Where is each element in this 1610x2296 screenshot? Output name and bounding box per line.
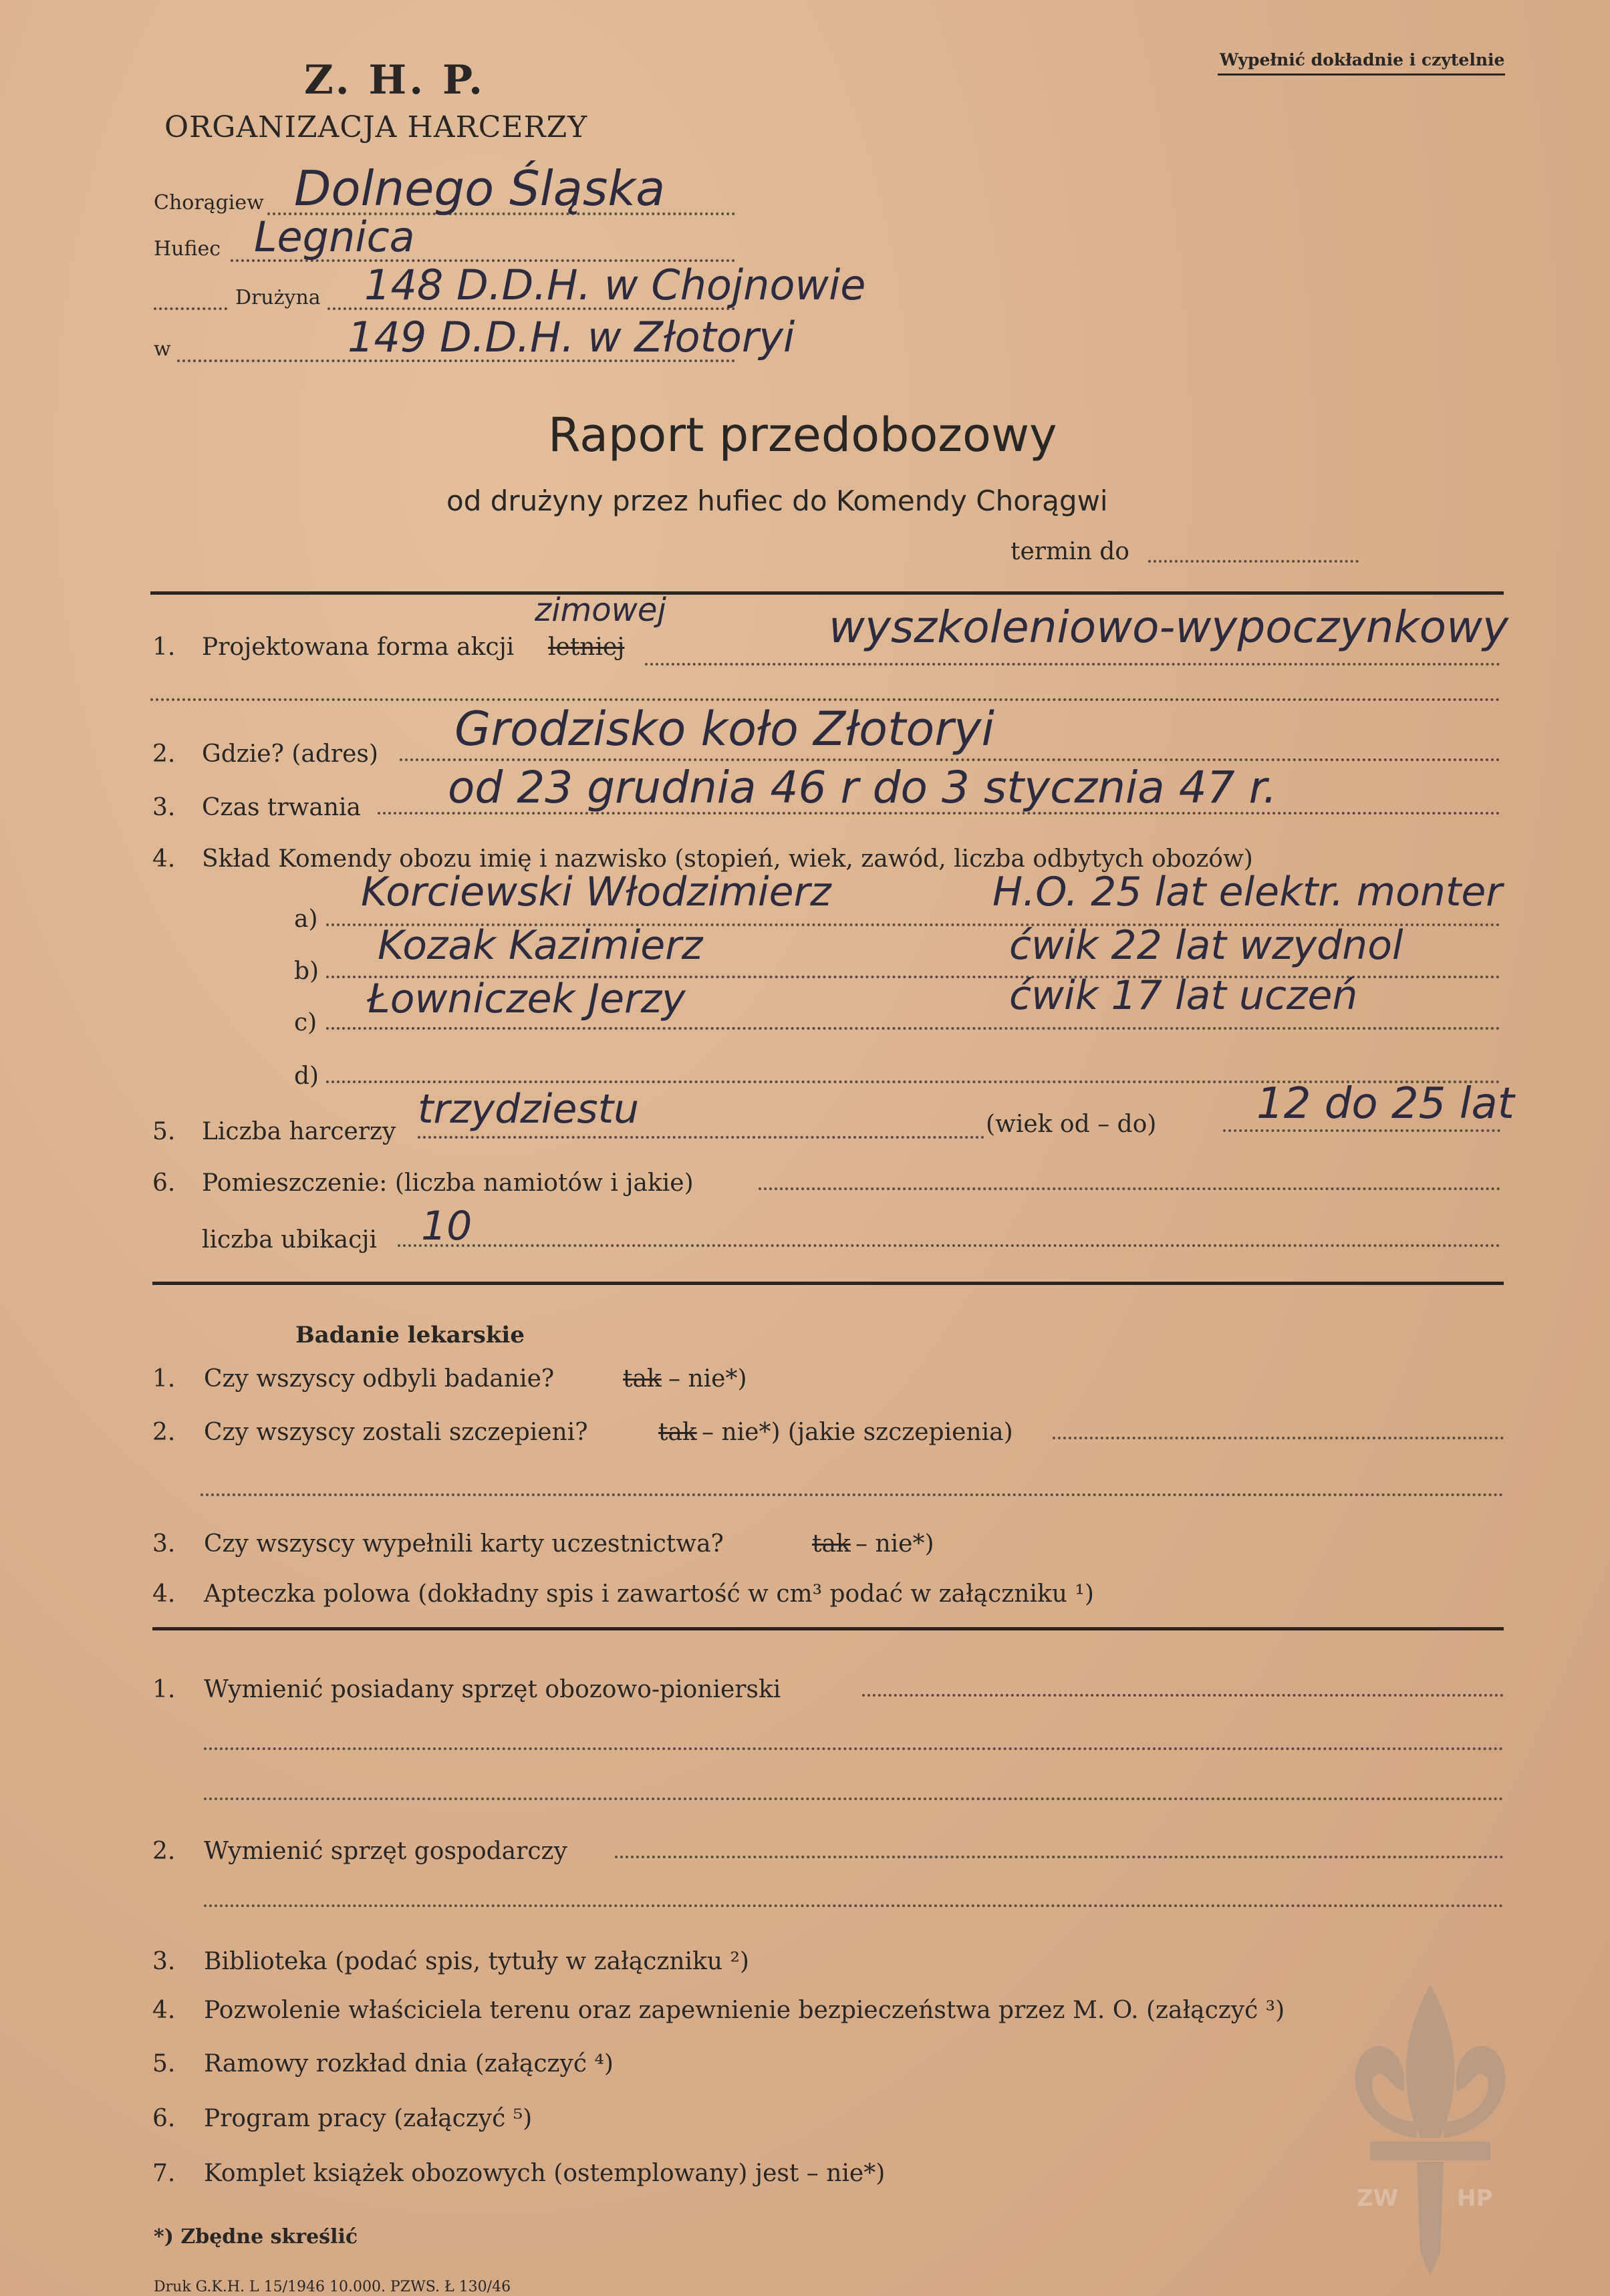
divider-2 [152,1282,1504,1285]
footnote: *) Zbędne skreślić [154,2225,358,2249]
s1-no-4: 4. [152,845,176,873]
ubikacji-label: liczba ubikacji [202,1226,377,1254]
dots-s3-2 [615,1856,1504,1858]
s2-text-2: Czy wszyscy zostali szczepieni? [204,1419,588,1446]
s3-no-5: 5. [152,2050,176,2077]
s1-no-5: 5. [152,1118,176,1145]
komenda-info-a: H.O. 25 lat elektr. monter [992,869,1502,915]
s2-no-1: 1. [152,1365,176,1393]
s2-struck-1: tak [623,1365,662,1393]
s1-struck-1: letniej [548,633,625,661]
komenda-name-a: Korciewski Włodzimierz [361,869,831,915]
dots-s3-1 [862,1694,1504,1697]
dots-wiek [1223,1129,1500,1132]
dots-termin [1148,560,1359,563]
liczba-value: trzydziestu [418,1086,640,1133]
s2-rest-2: – nie*) (jakie szczepienia) [702,1419,1013,1446]
s1-no-1: 1. [152,633,176,661]
s2-rest-1: – nie*) [668,1365,747,1393]
s3-no-3: 3. [152,1948,176,1975]
s1-value-3: od 23 grudnia 46 r do 3 stycznia 47 r. [448,762,1277,813]
s1-label-2: Gdzie? (adres) [202,740,378,768]
s2-text-1: Czy wszyscy odbyli badanie? [204,1365,555,1393]
wiek-value: 12 do 25 lat [1256,1079,1514,1129]
label-druzyna: Drużyna [235,286,321,309]
badanie-heading: Badanie lekarskie [295,1322,525,1348]
komenda-letter-a: a) [294,905,318,933]
komenda-letter-c: c) [294,1009,317,1036]
s1-label-3: Czas trwania [202,794,362,821]
s3-text-2: Wymienić sprzęt gospodarczy [204,1838,567,1865]
label-w: w [154,337,171,361]
s1-label-1: Projektowana forma akcji [202,633,515,661]
wiek-label: (wiek od – do) [986,1111,1157,1138]
s3-no-4: 4. [152,1997,176,2024]
value-w: 149 D.D.H. w Złotoryi [348,313,795,362]
komenda-name-c: Łowniczek Jerzy [368,976,686,1022]
value-hufiec: Legnica [254,212,415,261]
dots-s1-1 [645,663,1500,666]
komenda-info-b: ćwik 22 lat wzydnol [1009,922,1403,969]
corner-rule [1218,74,1505,76]
logo-text-right: HP [1457,2185,1493,2212]
org-name: ORGANIZACJA HARCERZY [164,110,588,144]
page-title: Raport przedobozowy [548,408,1057,462]
dots-s3-1b [204,1747,1504,1750]
value-choragiew: Dolnego Śląska [294,160,666,217]
s1-value-2: Grodzisko koło Złotoryi [454,702,994,756]
s3-text-6: Program pracy (załączyć ⁵) [204,2105,533,2132]
dots-pomieszczenie [759,1187,1500,1190]
s3-text-1: Wymienić posiadany sprzęt obozowo-pionierski [204,1676,781,1703]
ubikacji-value: 10 [421,1203,473,1250]
s3-no-2: 2. [152,1838,176,1865]
s3-text-3: Biblioteka (podać spis, tytuły w załączniku ²) [204,1948,749,1975]
dots-druzyna-lead [154,307,227,310]
s3-no-7: 7. [152,2160,176,2187]
logo-text-left: ZW [1357,2185,1399,2212]
page-subtitle: od drużyny przez hufiec do Komendy Chorągwi [446,484,1108,517]
s3-no-1: 1. [152,1676,176,1703]
s1-value-1: wyszkoleniowo-wypoczynkowy [829,601,1509,653]
s1-no-6: 6. [152,1169,176,1197]
s2-rest-3: – nie*) [855,1530,934,1558]
label-termin: termin do [1011,538,1129,565]
s1-no-3: 3. [152,794,176,821]
s2-no-4: 4. [152,1580,176,1608]
divider-1 [150,591,1504,595]
value-druzyna: 148 D.D.H. w Chojnowie [364,261,866,309]
s2-no-2: 2. [152,1419,176,1446]
dots-s1-2 [400,758,1500,761]
zhp-lily-logo [1330,1971,1530,2279]
s3-no-6: 6. [152,2105,176,2132]
dots-s3-1c [204,1798,1504,1800]
s1-no-2: 2. [152,740,176,768]
komenda-letter-d: d) [294,1062,319,1090]
label-choragiew: Chorągiew [154,191,264,214]
s3-text-5: Ramowy rozkład dnia (załączyć ⁴) [204,2050,614,2077]
dots-s2-2b [200,1493,1504,1496]
s2-struck-3: tak [812,1530,851,1558]
divider-3 [152,1627,1504,1630]
printer-line: Druk G.K.H. L 15/1946 10.000. PZWS. Ł 130/46 [154,2279,511,2295]
dots-s1-1b [150,698,1500,701]
s2-text-3: Czy wszyscy wypełnili karty uczestnictwa? [204,1530,724,1558]
dots-ubikacji [398,1244,1500,1247]
liczba-label: Liczba harcerzy [202,1118,396,1145]
s1-insert-1: zimowej [535,591,666,629]
s3-text-4: Pozwolenie właściciela terenu oraz zapewnienie bezpieczeństwa przez M. O. (załączyć ³) [204,1997,1285,2024]
org-short: Z. H. P. [304,57,486,104]
pomieszczenie-label: Pomieszczenie: (liczba namiotów i jakie) [202,1169,694,1197]
dots-s2-2 [1053,1437,1504,1439]
s2-text-4: Apteczka polowa (dokładny spis i zawartość w cm³ podać w załączniku ¹) [204,1580,1094,1608]
label-hufiec: Hufiec [154,237,221,261]
komenda-info-c: ćwik 17 lat uczeń [1009,972,1358,1019]
dots-komenda-c [326,1027,1500,1030]
s2-struck-2: tak [658,1419,697,1446]
lily-icon [1330,1971,1530,2279]
komenda-name-b: Kozak Kazimierz [378,922,703,969]
komenda-letter-b: b) [294,958,319,985]
dots-liczba [418,1136,984,1139]
dots-s3-2b [204,1904,1504,1907]
s3-text-7: Komplet książek obozowych (ostemplowany) jest – nie*) [204,2160,886,2187]
s2-no-3: 3. [152,1530,176,1558]
corner-note: Wypełnić dokładnie i czytelnie [1220,50,1505,69]
s1-label-4: Skład Komendy obozu imię i nazwisko (stopień, wiek, zawód, liczba odbytych obozów) [202,845,1253,873]
